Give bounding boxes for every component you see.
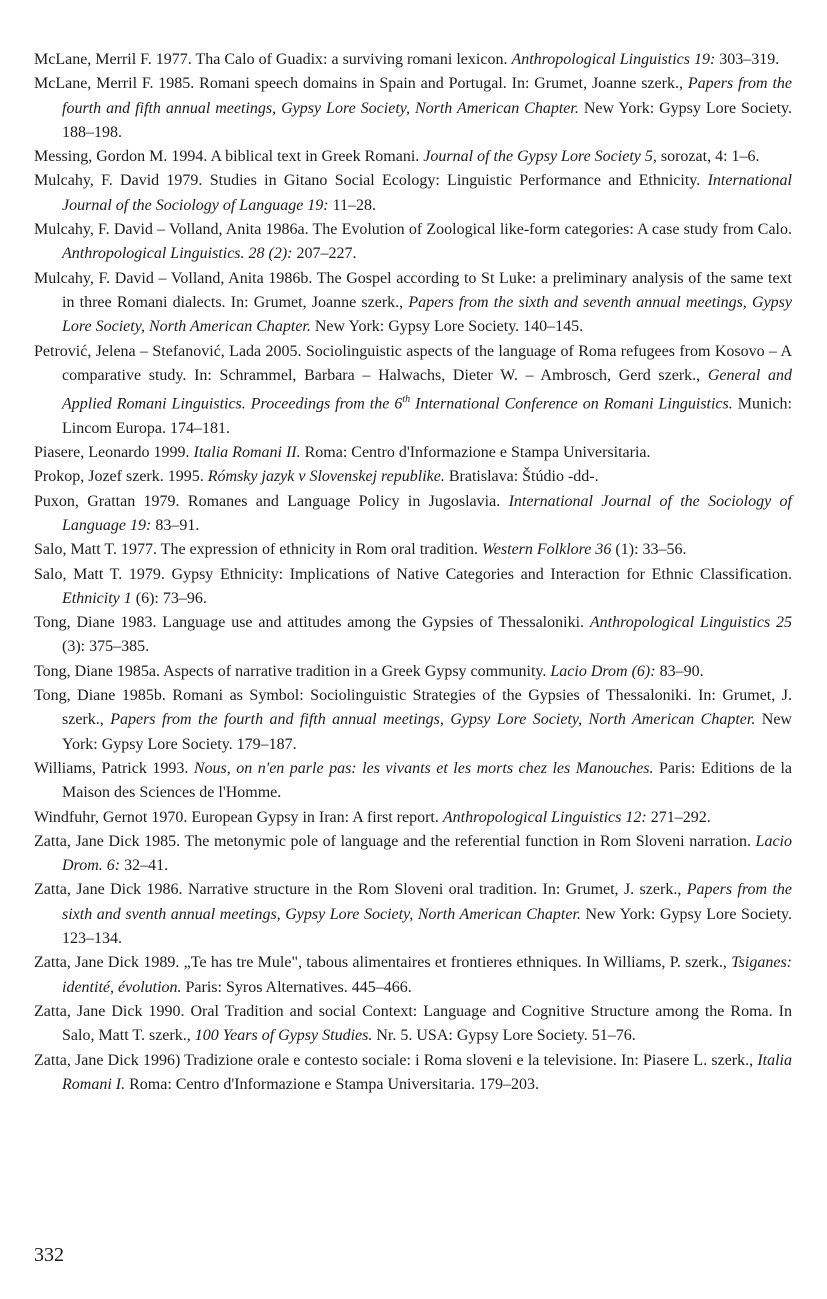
- reference-text: Petrović, Jelena – Stefanović, Lada 2005. Sociolinguistic aspects of the language of Roma refugees from Kosovo – A comparative study. In: Schrammel, Barbara – Halwachs, Dieter W. – Ambrosch, Gerd szerk.,: [34, 342, 792, 384]
- reference-italic-text: Papers from the sixth and seventh annual meetings, Gypsy Lore Society, North American Chapter.: [62, 293, 792, 336]
- reference-text: 207–227.: [292, 245, 357, 263]
- reference-italic-text: Lacio Drom. 6:: [62, 832, 792, 875]
- reference-entry: [34, 218, 792, 267]
- reference-text: New York: Gypsy Lore Society. 140–145.: [310, 318, 584, 336]
- reference-italic-text: International Conference on Romani Linguistics.: [410, 395, 733, 413]
- reference-italic-text: Tsiganes: identité, évolution.: [62, 954, 792, 996]
- reference-text: (6): 73–96.: [131, 589, 207, 607]
- reference-entry: [34, 169, 792, 218]
- reference-text: New York: Gypsy Lore Society. 123–134.: [62, 905, 792, 948]
- reference-text: Zatta, Jane Dick 1985. The metonymic pole of language and the referential function in Rom Sloveni narration.: [34, 832, 756, 850]
- reference-list: [34, 48, 792, 1097]
- reference-entry: [34, 563, 792, 612]
- reference-entry: [34, 465, 792, 489]
- reference-entry: [34, 878, 792, 951]
- reference-text: Bratislava: Štúdio -dd-.: [444, 468, 599, 486]
- reference-entry: [34, 490, 792, 539]
- reference-text: Mulcahy, F. David – Volland, Anita 1986a. The Evolution of Zoological like-form categories: A case study from Calo.: [34, 221, 792, 239]
- reference-text: McLane, Merril F. 1977. Tha Calo of Guadix: a surviving romani lexicon.: [34, 51, 512, 68]
- reference-text: New York: Gypsy Lore Society. 188–198.: [62, 99, 793, 141]
- reference-entry: [34, 538, 792, 562]
- reference-text: Zatta, Jane Dick 1986. Narrative structure in the Rom Sloveni oral tradition. In: Grumet, J. szerk.,: [34, 881, 687, 899]
- reference-italic-text: Papers from the fourth and fifth annual meetings, Gypsy Lore Society, North American Chapter.: [62, 75, 792, 117]
- reference-text: Prokop, Jozef szerk. 1995.: [34, 468, 208, 486]
- reference-text: Tong, Diane 1985b. Romani as Symbol: Sociolinguistic Strategies of the Gypsies of Thessaloniki. In: Grumet, J. szerk.,: [34, 687, 792, 729]
- reference-text: Paris: Editions de la Maison des Sciences de l'Homme.: [62, 759, 792, 802]
- reference-italic-text: Anthropological Linguistics 12:: [442, 808, 647, 826]
- reference-entry: [34, 441, 792, 465]
- reference-italic-text: 100 Years of Gypsy Studies.: [194, 1027, 373, 1045]
- reference-text: 303–319.: [715, 51, 780, 68]
- reference-italic-text: Anthropological Linguistics 19:: [511, 51, 716, 68]
- reference-entry: [34, 830, 792, 879]
- reference-italic-text: Italia Romani II.: [193, 444, 301, 462]
- reference-italic-text: International Journal of the Sociology of Language 19:: [62, 492, 793, 534]
- reference-entry: [34, 757, 792, 806]
- reference-text: Munich: Lincom Europa. 174–181.: [62, 395, 792, 437]
- reference-italic-text: Italia Romani I.: [62, 1051, 792, 1093]
- reference-entry: [34, 48, 792, 72]
- reference-text: Messing, Gordon M. 1994. A biblical text in Greek Romani.: [34, 148, 424, 166]
- reference-text: Williams, Patrick 1993.: [34, 759, 194, 777]
- reference-entry: [34, 684, 792, 757]
- page-number: 332: [34, 1244, 64, 1266]
- reference-text: (3): 375–385.: [62, 638, 150, 656]
- reference-italic-text: General and Applied Romani Linguistics. Proceedings from the 6: [62, 366, 792, 413]
- reference-italic-text: Lacio Drom (6):: [550, 662, 656, 680]
- reference-text: Mulcahy, F. David 1979. Studies in Gitano Social Ecology: Linguistic Performance and Ethnicity.: [34, 172, 708, 190]
- reference-text: Roma: Centro d'Informazione e Stampa Universitaria. 179–203.: [125, 1075, 539, 1093]
- reference-text: 11–28.: [328, 196, 377, 214]
- reference-text: Paris: Syros Alternatives. 445–466.: [181, 978, 412, 996]
- reference-text: Tong, Diane 1983. Language use and attitudes among the Gypsies of Thessaloniki.: [34, 614, 590, 632]
- reference-italic-text: Papers from the sixth and sventh annual meetings, Gypsy Lore Society, North American Chapter.: [62, 881, 793, 923]
- reference-entry: [34, 340, 792, 442]
- reference-text: Piasere, Leonardo 1999.: [34, 444, 194, 462]
- reference-text: Roma: Centro d'Informazione e Stampa Universitaria.: [300, 444, 651, 462]
- reference-entry: [34, 806, 792, 830]
- reference-entry: [34, 267, 792, 340]
- reference-italic-text: Nous, on n'en parle pas: les vivants et les morts chez les Manouches.: [193, 759, 654, 777]
- reference-entry: [34, 1049, 792, 1098]
- reference-text: 83–91.: [151, 516, 200, 534]
- reference-text: (1): 33–56.: [611, 541, 687, 559]
- reference-text: New York: Gypsy Lore Society. 179–187.: [62, 711, 792, 753]
- reference-italic-text: Rómsky jazyk v Slovenskej republike.: [207, 468, 445, 486]
- reference-text: Windfuhr, Gernot 1970. European Gypsy in Iran: A first report.: [34, 808, 443, 826]
- reference-text: Puxon, Grattan 1979. Romanes and Language Policy in Jugoslavia.: [34, 492, 509, 510]
- reference-text: sorozat, 4: 1–6.: [656, 148, 760, 166]
- reference-italic-text: International Journal of the Sociology of Language 19:: [62, 172, 792, 214]
- reference-entry: [34, 951, 792, 1000]
- reference-italic-text: Papers from the fourth and fifth annual meetings, Gypsy Lore Society, North American Chapter.: [110, 711, 756, 729]
- reference-text: Salo, Matt T. 1979. Gypsy Ethnicity: Implications of Native Categories and Interaction for Ethnic Classification.: [34, 565, 792, 583]
- reference-text: 32–41.: [120, 857, 169, 875]
- reference-text: Zatta, Jane Dick 1989. „Te has tre Mule", tabous alimentaires et frontieres ethniques. In Williams, P. szerk.,: [34, 954, 732, 972]
- reference-entry: [34, 660, 792, 684]
- reference-italic-text: Anthropological Linguistics 25: [589, 614, 793, 632]
- reference-text: Mulcahy, F. David – Volland, Anita 1986b. The Gospel according to St Luke: a preliminary analysis of the same text in three Romani dialects. In: Grumet, Joanne szerk.,: [34, 269, 792, 311]
- reference-entry: [34, 1000, 792, 1049]
- reference-text: Nr. 5. USA: Gypsy Lore Society. 51–76.: [372, 1027, 636, 1045]
- reference-italic-text: th: [402, 394, 411, 406]
- reference-text: Salo, Matt T. 1977. The expression of ethnicity in Rom oral tradition.: [34, 541, 482, 559]
- reference-entry: [34, 611, 792, 660]
- reference-text: Zatta, Jane Dick 1990. Oral Tradition and social Context: Language and Cognitive Structure among the Roma. In Salo, Matt T. szerk.,: [34, 1002, 792, 1045]
- reference-text: McLane, Merril F. 1985. Romani speech domains in Spain and Portugal. In: Grumet, Joanne szerk.,: [34, 75, 688, 93]
- reference-italic-text: Journal of the Gypsy Lore Society 5,: [423, 148, 657, 166]
- reference-italic-text: Western Folklore 36: [481, 541, 612, 559]
- reference-entry: [34, 72, 792, 145]
- reference-text: 271–292.: [646, 808, 711, 826]
- reference-text: Zatta, Jane Dick 1996) Tradizione orale e contesto sociale: i Roma sloveni e la televisione. In: Piasere L. szerk.,: [34, 1051, 758, 1069]
- reference-italic-text: Anthropological Linguistics. 28 (2):: [62, 245, 293, 263]
- reference-italic-text: Ethnicity 1: [62, 589, 132, 607]
- reference-text: Tong, Diane 1985a. Aspects of narrative tradition in a Greek Gypsy community.: [34, 662, 551, 680]
- reference-entry: [34, 145, 792, 169]
- reference-text: 83–90.: [655, 662, 704, 680]
